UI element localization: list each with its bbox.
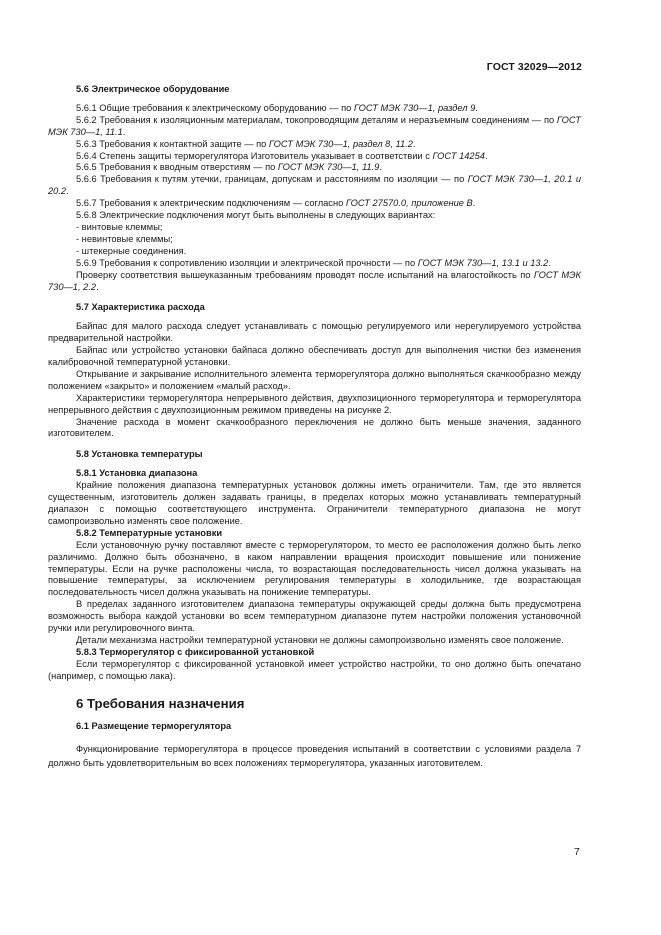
para-5-8-2-mechanism: Детали механизма настройки температурной установки не должны самопроизвольно изменять свое положение. [76,634,564,645]
para-text: 5.6.6 Требования к путям утечки, границам, допускам и расстояниям по изоляции — по [76,174,468,185]
section-5-7-title: 5.7 Характеристика расхода [76,302,205,313]
para-5-6-2 [48,115,581,139]
para-text: 5.6.4 Степень защиты терморегулятора Изготовитель указывает в соответствии с [76,150,433,161]
para-characteristics: Характеристики терморегулятора непрерывного действия, двухпозиционного терморегулятора и терморегулятора непрерывного действия с двухпозиционным режимом приведены на рисунке 2. [48,392,581,415]
para-text: . [475,102,478,113]
para-verification [48,270,581,294]
standard-reference: ГОСТ МЭК 730—1, раздел 8, 11.2 [268,138,413,149]
para-5-8-1: Крайние положения диапазона температурных установок должны иметь ограничители. Там, где это является существенным, изготовитель должен задавать границы, в пределах которых можно устанавливать температурный диапазон с помощью соответствующего инструмента. Ограничители температурного диапазона не могут самопроизвольно изменять свое положение. [48,480,581,526]
para-5-6-9 [48,258,581,270]
para-5-6-1 [48,103,581,115]
para-5-8-3: Если терморегулятор с фиксированной установкой имеет устройство настройки, то оно должно быть опечатано (например, с помощью лака). [48,658,581,681]
standard-reference: ГОСТ МЭК 730—1, 11.9 [277,162,380,173]
standard-reference: ГОСТ МЭК 730—1, 11.1 [48,114,581,137]
section-5-8-title: 5.8 Установка температуры [76,449,203,460]
para-5-6-3 [48,139,581,151]
para-text: 5.6.9 Требования к сопротивлению изоляции и электрической прочности — по [76,257,418,268]
para-bypass-device: Байпас или устройство установки байпаса должно обеспечивать доступ для выполнения чистки без изменения калибровочной температурной установки. [48,345,581,368]
para-bypass: Байпас для малого расхода следует устанавливать с помощью регулируемого или нерегулируемого устройства предварительной настройки. [48,321,581,344]
para-text: . [548,257,551,268]
page-body [48,84,581,770]
section-6-title: 6 Требования назначения [76,695,245,711]
page-number: 7 [574,846,580,858]
para-text: 5.6.3 Требования к контактной защите — по [76,138,269,149]
para-5-8-2-knob: Если установочную ручку поставляют вместе с терморегулятором, то место ее расположения должно быть легко различимо. Должно быть обозначено, в каком направлении вращения происходит повышение или понижение температуры. Если на ручке расположены числа, то возрастающая последовательность чисел должна указывать на повышение температуры, за исключением регулирования температуры в холодильнике, где возрастающая последовательность чисел должна указывать на понижение температуры. [48,539,581,598]
para-text: . [66,186,69,197]
para-text: 5.6.1 Общие требования к электрическому оборудованию — по [76,102,354,113]
document-header: ГОСТ 32029—2012 [486,61,582,73]
standard-reference: ГОСТ 27570.0, приложение В [345,198,473,209]
section-6-1-title: 6.1 Размещение терморегулятора [76,720,232,731]
para-5-6-5 [48,162,581,174]
section-5-8-3-title: 5.8.3 Терморегулятор с фиксированной установкой [76,646,315,657]
para-flow-value: Значение расхода в момент скачкообразного переключения не должно быть меньше значения, заданного изготовителем. [48,416,581,439]
para-text: 5.6.5 Требования к вводным отверстиям — по [76,162,278,173]
para-text: . [122,126,126,137]
standard-reference: ГОСТ МЭК 730—1, 13.1 и 13.2 [417,257,549,268]
para-text: 5.6.2 Требования к изоляционным материалам, токопроводящим деталям и неразъемным соединениям — по [76,114,557,125]
para-text: Проверку соответствия вышеуказанным требованиям проводят после испытаний на влагостойкость по [76,269,534,280]
standard-reference: ГОСТ МЭК 730—1, 20.1 и 20.2 [48,174,581,197]
para-text: . [484,150,488,161]
section-5-8-1-title: 5.8.1 Установка диапазона [76,468,198,479]
standard-reference: ГОСТ 14254 [432,150,485,161]
standard-reference: ГОСТ МЭК 730—1, 2.2 [48,269,582,292]
para-text: . [379,162,382,173]
para-text: . [412,138,416,149]
para-5-6-6 [48,174,581,198]
para-text: . [472,198,476,209]
list-item: - невинтовые клеммы; [76,233,173,244]
para-text: 5.6.7 Требования к электрическим подключениям — согласно [76,198,346,209]
standard-reference: ГОСТ МЭК 730—1, раздел 9 [353,102,476,113]
list-item: - штекерные соединения. [76,245,187,256]
para-text: . [96,281,99,292]
para-6-1: Функционирование терморегулятора в процессе проведения испытаний в соответствии с условиями раздела 7 должно быть удовлетворительным во всех положениях терморегулятора, указанных изготовителем. [48,743,581,768]
para-actuator: Открывание и закрывание исполнительного элемента терморегулятора должно выполняться скачкообразно между положением «закрыто» и положением «малый расход». [48,368,581,391]
para-5-6-8: 5.6.8 Электрические подключения могут быть выполнены в следующих вариантах: [76,210,436,221]
para-5-8-2-range: В пределах заданного изготовителем диапазона температуры окружающей среды должна быть предусмотрена возможность выбора каждой установки во всем температурном диапазоне путем настройки положения установочной ручки или регулировочного винта. [48,599,581,634]
para-5-6-4 [48,151,581,163]
para-5-6-7 [48,198,581,210]
section-5-6-title: 5.6 Электрическое оборудование [76,84,230,94]
section-5-8-2-title: 5.8.2 Температурные установки [76,527,223,538]
list-item: - винтовые клеммы; [76,221,163,232]
